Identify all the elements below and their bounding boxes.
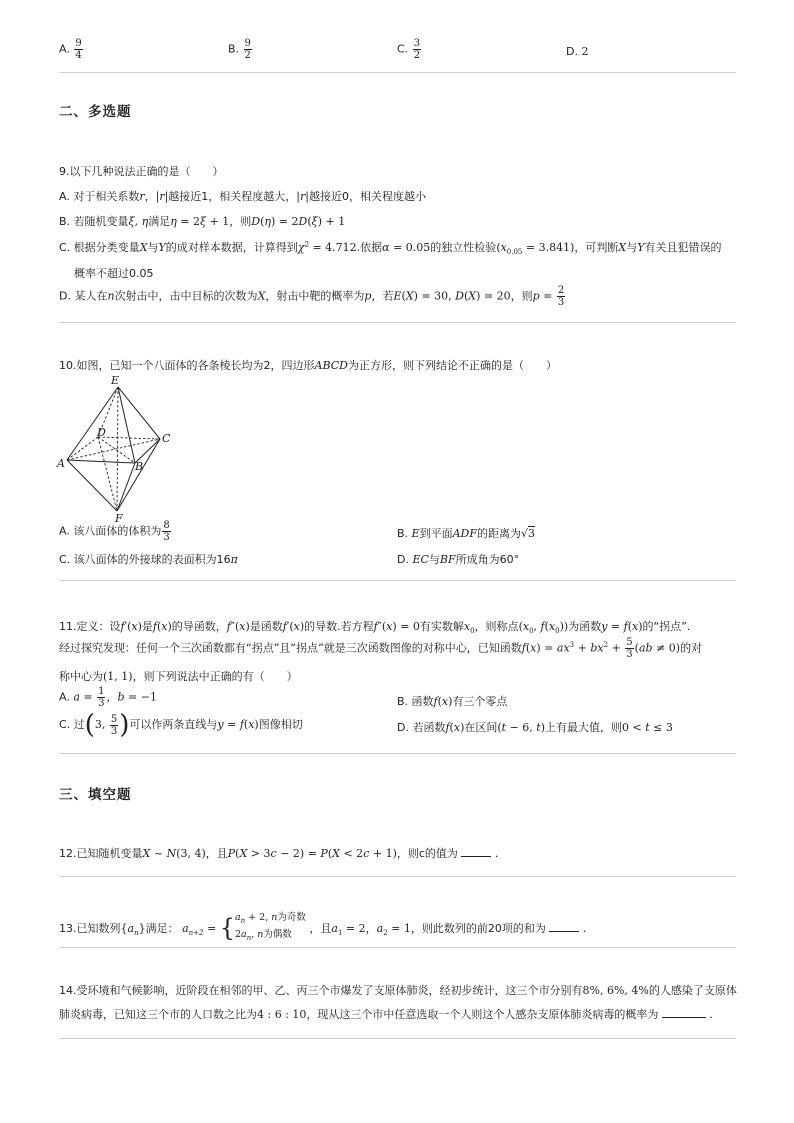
q9-option-a: A. 对于相关系数r，|r|越接近1，相关程度越大，|r|越接近0，相关程度越小 (59, 190, 426, 203)
text: C. 根据分类变量 (59, 241, 140, 254)
vertex-label-F: F (115, 512, 123, 524)
numerator: 9 (75, 38, 82, 49)
text: ， (365, 921, 377, 935)
text: B. 若随机变量 (59, 215, 129, 228)
q8-option-d (566, 45, 588, 58)
denominator: 2 (413, 50, 421, 61)
edge-EB (118, 387, 135, 463)
text: 肺炎病毒，已知这三个市的人口数之比为 (59, 1008, 257, 1021)
text: 为偶数 (263, 928, 292, 940)
fraction (625, 637, 633, 660)
section-title-fill-in: 三、填空题 (59, 787, 132, 803)
text: ，且 (309, 921, 332, 935)
vertex-label-A: A (57, 457, 65, 470)
vertex-label-D: D (97, 426, 106, 439)
text: 的距离为 (476, 527, 521, 540)
text: 上有最大值，则 (545, 721, 622, 734)
q9-stem: 9.以下几种说法正确的是（ ） (59, 165, 224, 178)
divider (59, 72, 736, 73)
text: 与 (147, 241, 159, 254)
text: ，则称点 (474, 620, 519, 633)
option-label: C. (397, 42, 409, 56)
text: . (709, 1008, 713, 1021)
text: 可以作两条直线与 (129, 718, 218, 731)
q11-line-1: 11.定义：设f′(x)是f(x)的导函数，f″(x)是函数f′(x)的导数.若方程f″(x) = 0有实数解$x_0$，则称点($x_0$, $f(x_0)$)为函数y = f(x)的“拐点”. (59, 620, 691, 636)
text: 13.已知数列 (59, 921, 121, 935)
text: ，则此数列的前20项的和为 (410, 921, 546, 935)
vertex-label-C: C (162, 432, 171, 445)
q9-option-c-cont: 概率不超过0.05 (74, 267, 154, 280)
answer-blank[interactable] (461, 856, 491, 857)
text: 图像相切 (258, 718, 303, 731)
text: 的导数.若方程 (304, 620, 374, 633)
text: C. 过 (59, 718, 85, 731)
edge-EA (67, 387, 118, 460)
q14-line-1: 14.受环境和气候影响，近阶段在相邻的甲、乙、丙三个市爆发了支原体肺炎，经初步统计，这三个市分别有8%, 6%, 4%的人感染了支原体 (59, 984, 737, 997)
q10-option-a (59, 520, 172, 543)
denominator: 3 (98, 698, 105, 709)
denominator: 3 (626, 649, 633, 660)
q8-option-a (59, 38, 84, 61)
text: 是 (141, 620, 153, 633)
numerator: 5 (626, 637, 633, 648)
vertex-label-B: B (135, 460, 144, 473)
answer-blank[interactable] (549, 931, 579, 932)
q10-option-d: D. EC与BF所成角为60° (397, 553, 520, 566)
text: 的“拐点”. (642, 620, 691, 633)
text: A. (59, 690, 70, 704)
text: B. (397, 527, 412, 540)
fraction (97, 686, 105, 709)
denominator: 3 (557, 297, 565, 308)
text: 的独立性检验( (430, 241, 501, 254)
text: 满足 (148, 215, 171, 228)
octahedron-figure (55, 372, 185, 524)
text: ，则下列说法中正确的有（ ） (132, 670, 298, 683)
text: 与 (428, 553, 440, 566)
numerator: 1 (98, 686, 105, 697)
text: 次射击中，击中目标的次数为 (114, 289, 258, 303)
text: 是函数 (249, 620, 283, 633)
q12: 12.已知随机变量X ~ N(3, 4)，且P(X > 3c − 2) = P(X < 2c + 1)，则c的值为 . (59, 847, 499, 860)
text: 越接近0，相关程度越小 (309, 190, 426, 203)
text: 在区间 (464, 721, 498, 734)
q14-line-2: 肺炎病毒，已知这三个市的人口数之比为4 : 6 : 10，现从这三个市中任意选取一个人则这个人感杂支原体肺炎病毒的概率为 . (59, 1008, 713, 1021)
section-title-multiple-choice: 二、多选题 (59, 104, 132, 120)
denominator: 2 (244, 50, 251, 61)
text: 为函数 (568, 620, 602, 633)
text: ，且 (205, 847, 228, 860)
text: .依据 (356, 241, 383, 254)
fraction (413, 38, 421, 61)
q13: 13.已知数列$\{a_n\}$满足： $a_{n+2}$ = { $a_n + 2$, n为奇数 $2a_n$, n为偶数 ，且$a_1 = 2$，$a_2 = 1$，则此数列的前20项的和为 . (59, 912, 586, 946)
text: 的导函数， (171, 620, 227, 633)
q11-option-d: D. 若函数f(x)在区间(t − 6, t)上有最大值，则0 < t ≤ 3 (397, 721, 673, 734)
text: 10.如图，已知一个八面体的各条棱长均为2，四边形 (59, 359, 315, 372)
option-label: A. (59, 42, 70, 56)
fraction (557, 285, 565, 308)
text: 为正方形，则下列结论不正确的是（ ） (347, 359, 557, 372)
text: 的成对样本数据，计算得到 (165, 241, 298, 254)
text: 有关且犯错误的 (644, 241, 722, 254)
text: ，若 (371, 289, 394, 303)
option-value: 2 (581, 45, 589, 58)
divider (59, 322, 736, 323)
denominator: 4 (75, 50, 82, 61)
text: A. 该八面体的体积为 (59, 524, 162, 538)
q11-option-a: A. a = $\frac{1}{3}$ ，b = −1 (59, 686, 157, 709)
denominator: 3 (110, 725, 118, 737)
text: 越接近1，相关程度越大， (168, 190, 297, 203)
text: D. 若函数 (397, 721, 446, 734)
text: 14.受环境和气候影响，近阶段在相邻的甲、乙、丙三个市爆发了支原体肺炎，经初步统计，这三个市分别有 (59, 984, 583, 997)
divider (59, 580, 736, 581)
text: 满足： (145, 921, 179, 935)
text: 经过探究发现：任何一个三次函数都有“拐点”且“拐点”就是三次函数图像的对称中心，已知函数 (59, 641, 522, 655)
fraction (74, 38, 82, 61)
text: )，可判断 (570, 241, 619, 254)
text: . (494, 847, 499, 860)
q9-option-d: D. 某人在n次射击中，击中目标的次数为X，射击中靶的概率为p，若E(X) = 30, D(X) = 20，则p = $\frac{2}{3}$ (59, 285, 565, 308)
divider (59, 1038, 736, 1039)
text: C. 该八面体的外接球的表面积为16 (59, 553, 231, 566)
text: 有实数解 (419, 620, 464, 633)
q10-option-c: C. 该八面体的外接球的表面积为16π (59, 553, 238, 566)
q10-stem: 10.如图，已知一个八面体的各条棱长均为2，四边形ABCD为正方形，则下列结论不正确的是（ ） (59, 359, 557, 372)
q11-line-2: 经过探究发现：任何一个三次函数都有“拐点”且“拐点”就是三次函数图像的对称中心，已知函数$f(x) = ax^3 + bx^2$ + $\frac{5}{3}$ (ab ≠ 0)的对 (59, 637, 703, 660)
text: ，则 (510, 289, 533, 303)
q10-option-b: B. E到平面ADF的距离为√3 (397, 527, 535, 540)
text: ，则c的值为 (396, 847, 458, 860)
text: ，则 (229, 215, 252, 228)
text: 有三个零点 (452, 695, 508, 708)
divider (59, 876, 736, 877)
text: 所成角为60° (455, 553, 520, 566)
text: ，射击中靶的概率为 (265, 289, 365, 303)
q8-option-c (397, 38, 422, 61)
q8-option-b (228, 38, 253, 61)
numerator: 3 (413, 38, 421, 49)
edge-AC (67, 439, 160, 460)
text: 12.已知随机变量 (59, 847, 143, 860)
text: 的对 (680, 641, 703, 655)
divider (59, 947, 736, 948)
text: 称中心为 (59, 670, 103, 683)
text: 的人感染了支原体 (648, 984, 737, 997)
numerator: 2 (557, 285, 565, 296)
text: 与 (626, 241, 638, 254)
q9-option-c: C. 根据分类变量X与Y的成对样本数据，计算得到$\chi^2 = 4.712$.依据α = 0.05的独立性检验$(x_{0.05} = 3.841)$，可判断X与Y有关且犯错误的 (59, 240, 722, 257)
text: D. (397, 553, 413, 566)
text: ，现从这三个市中任意选取一个人则这个人感杂支原体肺炎病毒的概率为 (306, 1008, 659, 1021)
fraction (244, 38, 252, 61)
piecewise: { $a_n + 2$, n为奇数 $2a_n$, n为偶数 (219, 912, 306, 942)
option-label: D. (566, 45, 578, 58)
answer-blank[interactable] (662, 1017, 706, 1018)
text: 为奇数 (277, 912, 306, 923)
text: 到平面 (419, 527, 453, 540)
q11-line-3: 称中心为(1, 1)，则下列说法中正确的有（ ） (59, 670, 298, 683)
text: D. 某人在 (59, 289, 108, 303)
option-label: B. (228, 42, 240, 56)
edge-BF (117, 463, 135, 511)
vertex-label-E: E (111, 374, 120, 387)
q11-option-c: C. 过(3, $\frac{5}{3}$ )可以作两条直线与y = f(x)图像相切 (59, 710, 303, 740)
text: 11.定义：设 (59, 620, 121, 633)
edge-AB (67, 460, 135, 463)
text: B. 函数 (397, 695, 434, 708)
text: . (582, 921, 587, 935)
denominator: 3 (163, 532, 170, 543)
numerator: 9 (244, 38, 251, 49)
numerator: 8 (163, 520, 170, 531)
edge-CF (117, 439, 160, 511)
text: ， (144, 190, 156, 203)
numerator: 5 (110, 713, 118, 725)
fraction (110, 714, 118, 737)
divider (59, 753, 736, 754)
edge-AF (67, 460, 117, 511)
q9-option-b: B. 若随机变量ξ, η满足η = 2ξ + 1，则D(η) = 2D(ξ) + 1 (59, 215, 346, 228)
text: A. 对于相关系数 (59, 190, 140, 203)
q11-option-b: B. 函数f(x)有三个零点 (397, 695, 508, 708)
fraction (162, 520, 170, 543)
